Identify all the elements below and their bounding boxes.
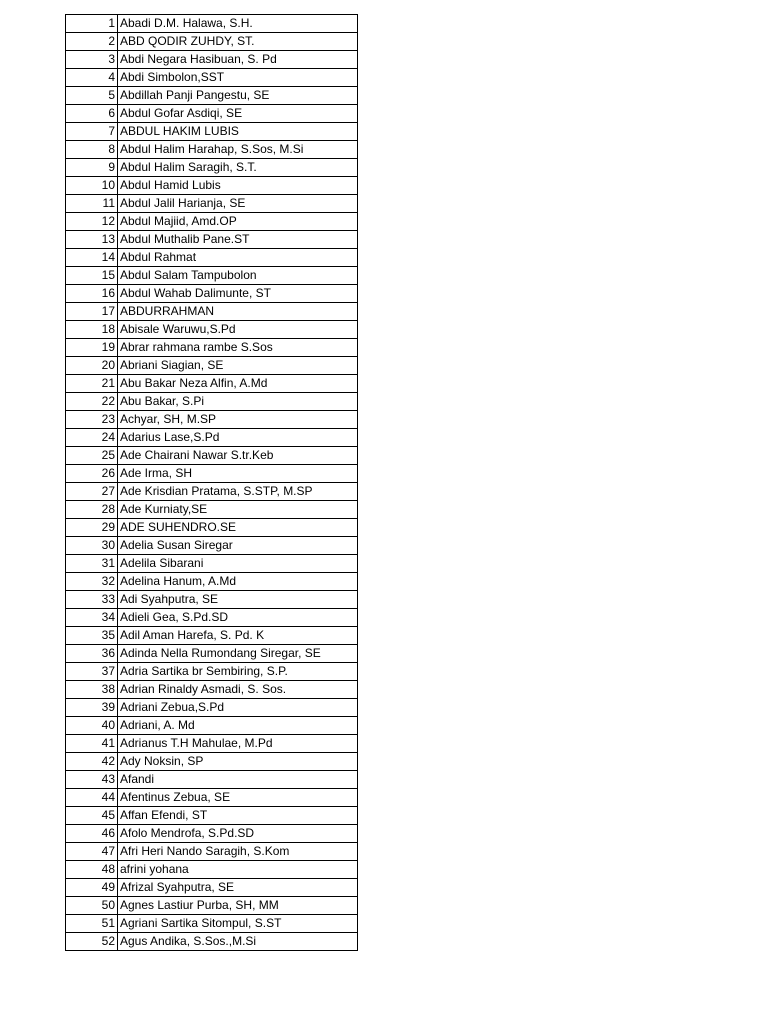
row-number-cell[interactable]: 16 <box>66 285 118 303</box>
name-cell[interactable]: ABDURRAHMAN <box>118 303 358 321</box>
row-number-cell[interactable]: 15 <box>66 267 118 285</box>
row-number-cell[interactable]: 28 <box>66 501 118 519</box>
name-cell[interactable]: Ade Krisdian Pratama, S.STP, M.SP <box>118 483 358 501</box>
row-number-cell[interactable]: 45 <box>66 807 118 825</box>
row-number-cell[interactable]: 19 <box>66 339 118 357</box>
row-number-cell[interactable]: 6 <box>66 105 118 123</box>
table-row <box>66 123 358 141</box>
name-cell[interactable]: Adrian Rinaldy Asmadi, S. Sos. <box>118 681 358 699</box>
table-row <box>66 735 358 753</box>
name-cell[interactable]: Adelina Hanum, A.Md <box>118 573 358 591</box>
table-row <box>66 915 358 933</box>
table-row <box>66 87 358 105</box>
row-number-cell[interactable]: 20 <box>66 357 118 375</box>
table-row <box>66 789 358 807</box>
name-cell[interactable]: Abdillah Panji Pangestu, SE <box>118 87 358 105</box>
table-row <box>66 177 358 195</box>
table-row <box>66 771 358 789</box>
table-row <box>66 465 358 483</box>
row-number-cell[interactable]: 30 <box>66 537 118 555</box>
table-row <box>66 519 358 537</box>
row-number-cell[interactable]: 32 <box>66 573 118 591</box>
row-number-cell[interactable]: 43 <box>66 771 118 789</box>
table-row <box>66 411 358 429</box>
name-cell[interactable]: Abdul Gofar Asdiqi, SE <box>118 105 358 123</box>
table-row <box>66 807 358 825</box>
table-row <box>66 573 358 591</box>
name-cell[interactable]: Adelila Sibarani <box>118 555 358 573</box>
table-row <box>66 267 358 285</box>
name-cell[interactable]: Adriani, A. Md <box>118 717 358 735</box>
name-cell[interactable]: Ade Irma, SH <box>118 465 358 483</box>
name-cell[interactable]: Adelia Susan Siregar <box>118 537 358 555</box>
table-row <box>66 33 358 51</box>
table-row <box>66 249 358 267</box>
row-number-cell[interactable]: 5 <box>66 87 118 105</box>
name-cell[interactable]: Agnes Lastiur Purba, SH, MM <box>118 897 358 915</box>
table-row <box>66 897 358 915</box>
row-number-cell[interactable]: 24 <box>66 429 118 447</box>
name-cell[interactable]: Abdul Muthalib Pane.ST <box>118 231 358 249</box>
table-row <box>66 393 358 411</box>
table-row <box>66 357 358 375</box>
row-number-cell[interactable]: 12 <box>66 213 118 231</box>
table-row <box>66 141 358 159</box>
table-row <box>66 483 358 501</box>
name-cell[interactable]: Ade Kurniaty,SE <box>118 501 358 519</box>
name-cell[interactable]: Adria Sartika br Sembiring, S.P. <box>118 663 358 681</box>
table-row <box>66 663 358 681</box>
table-row <box>66 537 358 555</box>
name-cell[interactable]: Abdul Halim Saragih, S.T. <box>118 159 358 177</box>
table-row <box>66 447 358 465</box>
row-number-cell[interactable]: 11 <box>66 195 118 213</box>
name-cell[interactable]: Achyar, SH, M.SP <box>118 411 358 429</box>
row-number-cell[interactable]: 23 <box>66 411 118 429</box>
row-number-cell[interactable]: 50 <box>66 897 118 915</box>
name-cell[interactable]: Abadi D.M. Halawa, S.H. <box>118 15 358 33</box>
name-cell[interactable]: ABD QODIR ZUHDY, ST. <box>118 33 358 51</box>
row-number-cell[interactable]: 34 <box>66 609 118 627</box>
table-row <box>66 285 358 303</box>
table-row <box>66 195 358 213</box>
name-cell[interactable]: Adil Aman Harefa, S. Pd. K <box>118 627 358 645</box>
name-cell[interactable]: Adi Syahputra, SE <box>118 591 358 609</box>
table-row <box>66 753 358 771</box>
table-row <box>66 843 358 861</box>
row-number-cell[interactable]: 8 <box>66 141 118 159</box>
row-number-cell[interactable]: 13 <box>66 231 118 249</box>
row-number-cell[interactable]: 21 <box>66 375 118 393</box>
table-row <box>66 717 358 735</box>
table-row <box>66 555 358 573</box>
row-number-cell[interactable]: 18 <box>66 321 118 339</box>
name-cell[interactable]: Abdi Negara Hasibuan, S. Pd <box>118 51 358 69</box>
row-number-cell[interactable]: 31 <box>66 555 118 573</box>
name-cell[interactable]: Abdul Hamid Lubis <box>118 177 358 195</box>
table-row <box>66 699 358 717</box>
table-row <box>66 51 358 69</box>
name-cell[interactable]: Afrizal Syahputra, SE <box>118 879 358 897</box>
row-number-cell[interactable]: 29 <box>66 519 118 537</box>
name-cell[interactable]: Abu Bakar, S.Pi <box>118 393 358 411</box>
table-row <box>66 591 358 609</box>
name-cell[interactable]: Afandi <box>118 771 358 789</box>
row-number-cell[interactable]: 35 <box>66 627 118 645</box>
row-number-cell[interactable]: 14 <box>66 249 118 267</box>
row-number-cell[interactable]: 52 <box>66 933 118 951</box>
table-row <box>66 501 358 519</box>
table-row <box>66 861 358 879</box>
row-number-cell[interactable]: 22 <box>66 393 118 411</box>
row-number-cell[interactable]: 42 <box>66 753 118 771</box>
name-cell[interactable]: Abdul Rahmat <box>118 249 358 267</box>
name-cell[interactable]: Abdi Simbolon,SST <box>118 69 358 87</box>
table-row <box>66 321 358 339</box>
name-cell[interactable]: Abdul Salam Tampubolon <box>118 267 358 285</box>
name-cell[interactable]: Abriani Siagian, SE <box>118 357 358 375</box>
row-number-cell[interactable]: 46 <box>66 825 118 843</box>
name-cell[interactable]: Afolo Mendrofa, S.Pd.SD <box>118 825 358 843</box>
table-row <box>66 825 358 843</box>
row-number-cell[interactable]: 7 <box>66 123 118 141</box>
name-cell[interactable]: Abrar rahmana rambe S.Sos <box>118 339 358 357</box>
row-number-cell[interactable]: 49 <box>66 879 118 897</box>
row-number-cell[interactable]: 25 <box>66 447 118 465</box>
row-number-cell[interactable]: 39 <box>66 699 118 717</box>
name-cell[interactable]: Abdul Wahab Dalimunte, ST <box>118 285 358 303</box>
name-cell[interactable]: Adieli Gea, S.Pd.SD <box>118 609 358 627</box>
table-row <box>66 627 358 645</box>
row-number-cell[interactable]: 33 <box>66 591 118 609</box>
name-cell[interactable]: ADE SUHENDRO.SE <box>118 519 358 537</box>
name-cell[interactable]: ABDUL HAKIM LUBIS <box>118 123 358 141</box>
name-cell[interactable]: Abu Bakar Neza Alfin, A.Md <box>118 375 358 393</box>
row-number-cell[interactable]: 27 <box>66 483 118 501</box>
name-cell[interactable]: Adarius Lase,S.Pd <box>118 429 358 447</box>
name-cell[interactable]: afrini yohana <box>118 861 358 879</box>
row-number-cell[interactable]: 2 <box>66 33 118 51</box>
name-cell[interactable]: Adinda Nella Rumondang Siregar, SE <box>118 645 358 663</box>
name-cell[interactable]: Afri Heri Nando Saragih, S.Kom <box>118 843 358 861</box>
row-number-cell[interactable]: 4 <box>66 69 118 87</box>
row-number-cell[interactable]: 48 <box>66 861 118 879</box>
row-number-cell[interactable]: 44 <box>66 789 118 807</box>
name-cell[interactable]: Abdul Halim Harahap, S.Sos, M.Si <box>118 141 358 159</box>
name-list-table <box>65 14 358 951</box>
table-row <box>66 879 358 897</box>
row-number-cell[interactable]: 37 <box>66 663 118 681</box>
table-row <box>66 15 358 33</box>
table-row <box>66 645 358 663</box>
name-cell[interactable]: Ady Noksin, SP <box>118 753 358 771</box>
table-row <box>66 609 358 627</box>
table-row <box>66 69 358 87</box>
name-cell[interactable]: Adrianus T.H Mahulae, M.Pd <box>118 735 358 753</box>
row-number-cell[interactable]: 36 <box>66 645 118 663</box>
row-number-cell[interactable]: 40 <box>66 717 118 735</box>
name-cell[interactable]: Ade Chairani Nawar S.tr.Keb <box>118 447 358 465</box>
table-row <box>66 429 358 447</box>
table-row <box>66 213 358 231</box>
name-list-body <box>66 15 358 951</box>
name-cell[interactable]: Affan Efendi, ST <box>118 807 358 825</box>
row-number-cell[interactable]: 41 <box>66 735 118 753</box>
name-cell[interactable]: Adriani Zebua,S.Pd <box>118 699 358 717</box>
table-row <box>66 933 358 951</box>
table-row <box>66 159 358 177</box>
table-row <box>66 681 358 699</box>
row-number-cell[interactable]: 47 <box>66 843 118 861</box>
table-row <box>66 303 358 321</box>
table-row <box>66 375 358 393</box>
row-number-cell[interactable]: 10 <box>66 177 118 195</box>
table-row <box>66 105 358 123</box>
row-number-cell[interactable]: 3 <box>66 51 118 69</box>
row-number-cell[interactable]: 17 <box>66 303 118 321</box>
row-number-cell[interactable]: 38 <box>66 681 118 699</box>
name-cell[interactable]: Abdul Majiid, Amd.OP <box>118 213 358 231</box>
table-row <box>66 339 358 357</box>
name-cell[interactable]: Afentinus Zebua, SE <box>118 789 358 807</box>
name-cell[interactable]: Agriani Sartika Sitompul, S.ST <box>118 915 358 933</box>
name-cell[interactable]: Agus Andika, S.Sos.,M.Si <box>118 933 358 951</box>
table-row <box>66 231 358 249</box>
name-cell[interactable]: Abisale Waruwu,S.Pd <box>118 321 358 339</box>
name-cell[interactable]: Abdul Jalil Harianja, SE <box>118 195 358 213</box>
row-number-cell[interactable]: 26 <box>66 465 118 483</box>
row-number-cell[interactable]: 9 <box>66 159 118 177</box>
row-number-cell[interactable]: 1 <box>66 15 118 33</box>
row-number-cell[interactable]: 51 <box>66 915 118 933</box>
